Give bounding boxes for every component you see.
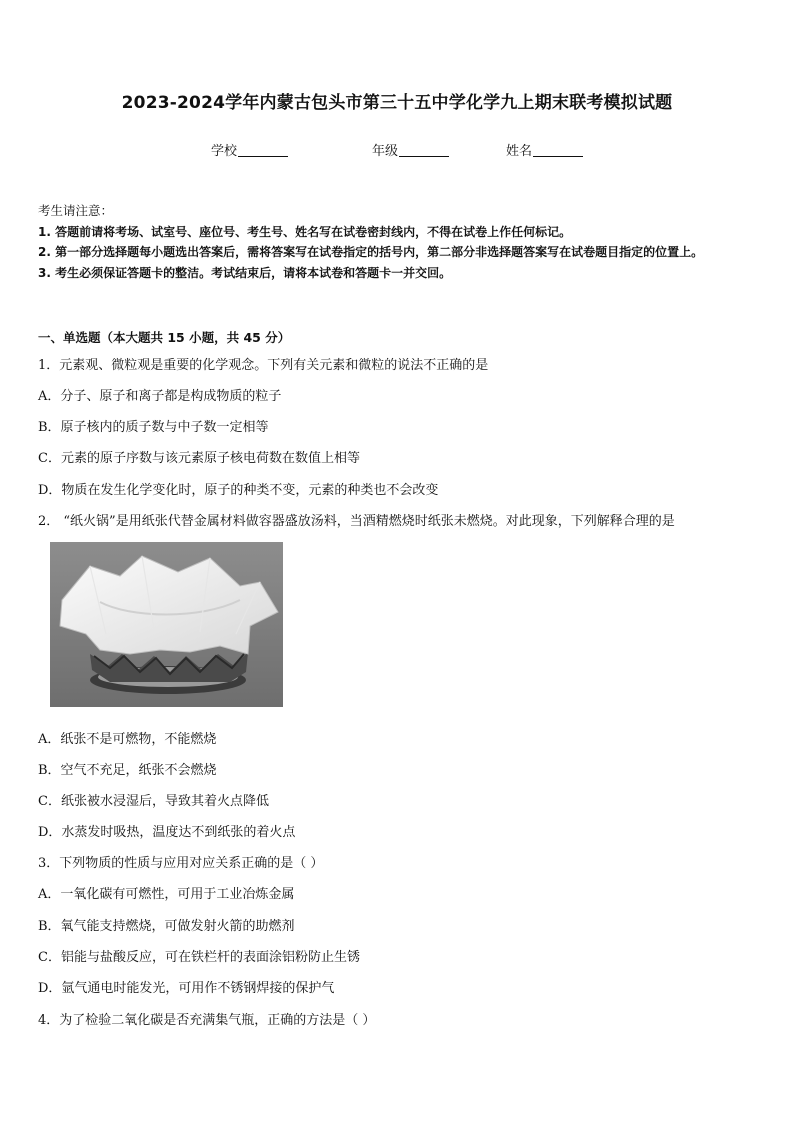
section-title: 一、单选题（本大题共 15 小题，共 45 分） (38, 330, 291, 345)
note-item: 2. 第一部分选择题每小题选出答案后，需将答案写在试卷指定的括号内，第二部分非选择题答案写在试卷题目指定的位置上。 (38, 245, 704, 259)
exam-notes (38, 201, 758, 283)
grade-field (372, 140, 449, 159)
exam-title: 2023-2024学年内蒙古包头市第三十五中学化学九上期末联考模拟试题 (121, 93, 673, 113)
question-option: A．分子、原子和离子都是构成物质的粒子 (38, 389, 282, 404)
question-option: A．纸张不是可燃物，不能燃烧 (38, 732, 217, 747)
question-option: D．物质在发生化学变化时，原子的种类不变，元素的种类也不会改变 (38, 483, 439, 498)
name-label: 姓名 (506, 144, 533, 159)
question-stem: 4．为了检验二氧化碳是否充满集气瓶，正确的方法是（ ） (38, 1013, 376, 1028)
school-blank (238, 143, 288, 157)
question-stem: 2． “纸火锅”是用纸张代替金属材料做容器盛放汤料，当酒精燃烧时纸张未燃烧。对此现象，下列解释合理的是 (38, 514, 675, 529)
note-item: 1. 答题前请将考场、试室号、座位号、考生号、姓名写在试卷密封线内，不得在试卷上作任何标记。 (38, 224, 572, 239)
question-option: C．铝能与盐酸反应，可在铁栏杆的表面涂铝粉防止生锈 (38, 950, 360, 965)
question-option: C．纸张被水浸湿后，导致其着火点降低 (38, 794, 269, 809)
question-option: D．水蒸发时吸热，温度达不到纸张的着火点 (38, 825, 296, 840)
question-stem: 3．下列物质的性质与应用对应关系正确的是（ ） (38, 856, 324, 871)
notes-heading: 考生请注意： (38, 203, 114, 218)
note-item: 3. 考生必须保证答题卡的整洁。考试结束后，请将本试卷和答题卡一并交回。 (38, 265, 452, 280)
question-option: D．氩气通电时能发光，可用作不锈钢焊接的保护气 (38, 981, 335, 996)
school-field (211, 140, 288, 159)
grade-label: 年级 (372, 144, 399, 159)
question-option: C．元素的原子序数与该元素原子核电荷数在数值上相等 (38, 451, 360, 466)
question-option: A．一氧化碳有可燃性，可用于工业冶炼金属 (38, 887, 295, 902)
grade-blank (399, 143, 449, 157)
paper-hotpot-photo (50, 542, 283, 707)
question-option: B．空气不充足，纸张不会燃烧 (38, 763, 217, 778)
school-label: 学校 (211, 144, 238, 159)
question-stem: 1．元素观、微粒观是重要的化学观念。下列有关元素和微粒的说法不正确的是 (38, 358, 489, 373)
question-option: B．氧气能支持燃烧，可做发射火箭的助燃剂 (38, 919, 295, 934)
question-option: B．原子核内的质子数与中子数一定相等 (38, 420, 269, 435)
name-blank (533, 143, 583, 157)
name-field (506, 140, 583, 159)
